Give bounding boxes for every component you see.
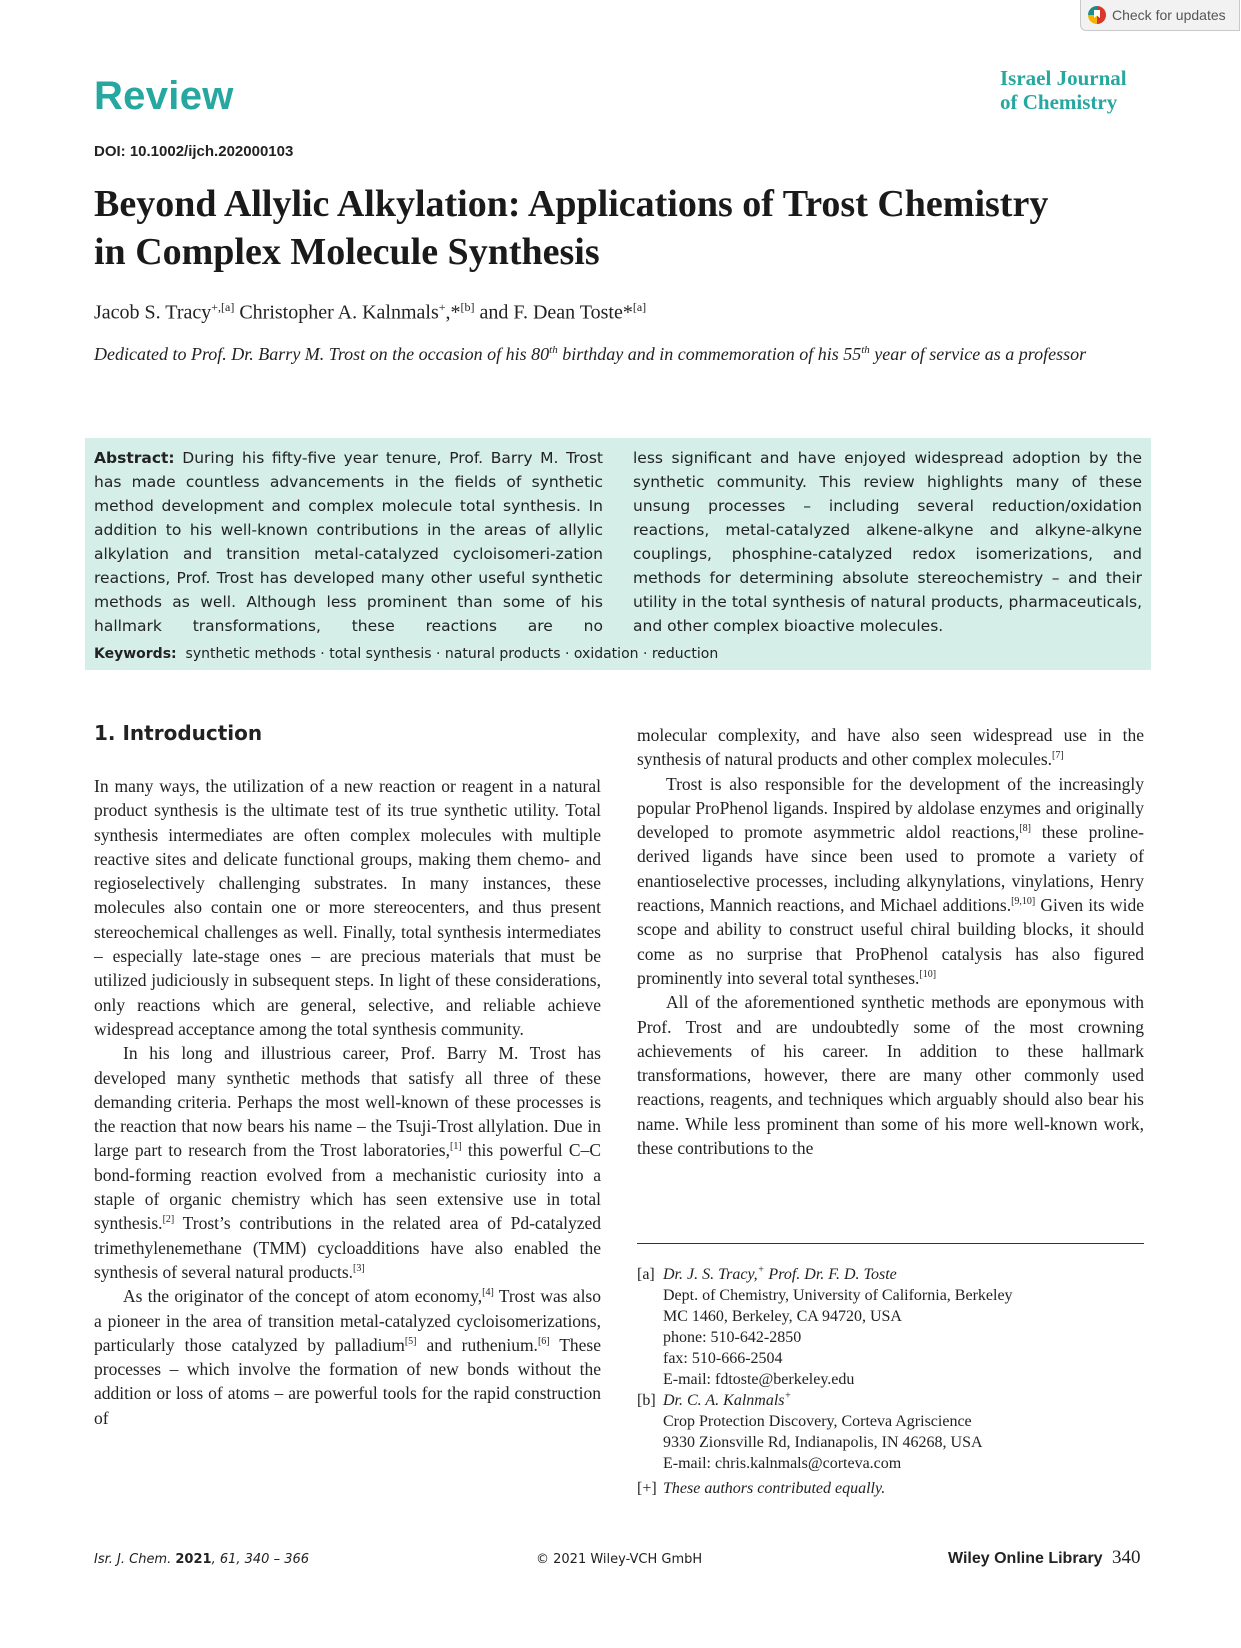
check-for-updates-label: Check for updates [1112, 7, 1226, 23]
paragraph: In many ways, the utilization of a new reaction or reagent in a natural product synthesis is the ultimate test of its true synthetic utility. Total synthesis intermediates are often complex molecules with multiple reactive sites and delicate functional groups, making them chemo- and regioselectively challenging substrates. In many instances, these molecules also contain one or more stereocenters, and thus present stereochemical challenges as well. Finally, total synthesis intermediates – especially late-stage ones – are precious materials that must be utilized judiciously in subsequent steps. In light of these considerations, only reactions which are general, selective, and reliable achieve widespread acceptance among the total synthesis community. [94, 776, 601, 1039]
body-column-left [94, 774, 601, 1430]
text: these proline-derived ligands have since been used to promote a variety of enantioselective processes, including alkynylations, vinylations, Henry reactions, Mannich reactions, and Michael additions. [637, 822, 1145, 916]
affiliation-b [637, 1390, 1144, 1474]
journal-logo [1000, 66, 1140, 114]
citation-ref[interactable]: [8] [1019, 823, 1031, 835]
affiliation-tag: [b] [637, 1392, 656, 1409]
citation-ref[interactable]: [9,10] [1011, 896, 1036, 908]
text: Dr. J. S. Tracy, [663, 1266, 758, 1283]
dedication-text: Dedicated to Prof. Dr. Barry M. Trost on the occasion of his 80 [94, 344, 550, 364]
fax: fax: 510-666-2504 [663, 1350, 783, 1367]
wiley-online-library-link[interactable]: Wiley Online Library [948, 1550, 1103, 1567]
keywords-label: Keywords: [94, 646, 177, 662]
email-link[interactable]: E-mail: chris.kalnmals@corteva.com [663, 1455, 902, 1472]
author-list [94, 300, 1154, 325]
paragraph: All of the aforementioned synthetic methods are eponymous with Prof. Trost and are undoubtedly some of the most crowning achievements of his career. In addition to these hallmark transformations, however, there are many other commonly used reactions, reagents, and techniques which arguably should also bear his name. While less prominent than some of his more well-known work, these contributions to the [637, 992, 1144, 1159]
footnote-divider [637, 1243, 1144, 1244]
doi: DOI: 10.1002/ijch.202000103 [94, 143, 294, 160]
title-line-2: in Complex Molecule Synthesis [94, 231, 600, 273]
text: As the originator of the concept of atom economy, [123, 1286, 483, 1307]
dedication-sup: th [549, 344, 558, 356]
address-line: Crop Protection Discovery, Corteva Agriscience [663, 1413, 972, 1430]
dedication-text: birthday and in commemoration of his 55 [557, 344, 862, 364]
abstract-text-left: During his fifty-five year tenure, Prof. Barry M. Trost has made countless advancements in the fields of synthetic method development and complex molecule total synthesis. In addition to his well-known contributions in the areas of allylic alkylation and transition metal-catalyzed cycloisomeri-zation reactions, Prof. Trost has developed many other useful synthetic methods as well. Although less prominent than some of his hallmark transformations, these reactions are no [94, 449, 603, 635]
address-line: 9330 Zionsville Rd, Indianapolis, IN 46268, USA [663, 1434, 983, 1451]
bookmark-icon [1088, 6, 1106, 24]
text: this powerful C–C bond-forming reaction evolved from a mechanistic curiosity into a staple of organic chemistry which has seen extensive use in total synthesis. [94, 1140, 601, 1234]
citation-ref[interactable]: [6] [537, 1336, 550, 1347]
affiliation-tag: [a] [637, 1266, 655, 1283]
text: Prof. Dr. F. D. Toste [764, 1266, 897, 1283]
footer-copyright: © 2021 Wiley-VCH GmbH [536, 1552, 703, 1567]
abstract-left-column [94, 446, 603, 638]
text: Given its wide scope and ability to construct useful chiral building blocks, it should come as no surprise that ProPhenol catalysis has also figured prominently into several total syntheses. [637, 895, 1144, 988]
equal-contribution-note [637, 1478, 1144, 1499]
author-affil-sup: + [757, 1264, 765, 1276]
text: molecular complexity, and have also seen widespread use in the synthesis of natural products and other complex molecules. [637, 725, 1144, 770]
check-for-updates-button[interactable] [1080, 0, 1240, 31]
text: Trost’s contributions in the related area of Pd-catalyzed trimethylenemethane (TMM) cycloadditions have also enabled the synthesis of several natural products. [94, 1213, 601, 1282]
section-heading: 1. Introduction [94, 721, 263, 745]
journal-abbr: Isr. J. Chem. [94, 1552, 172, 1567]
paragraph [637, 772, 1144, 991]
affiliations [637, 1264, 1144, 1499]
author-affil-sup: [b] [460, 300, 475, 314]
note-text: These authors contributed equally. [663, 1480, 886, 1497]
text: Trost was also a pioneer in the area of transition metal-catalyzed cycloisomerizations, particularly those catalyzed by palladium [94, 1286, 601, 1355]
journal-name-line1: Israel Journal [1000, 66, 1127, 90]
address-line: Dept. of Chemistry, University of California, Berkeley [663, 1287, 1013, 1304]
volume-pages: , 61, 340 – 366 [211, 1552, 310, 1567]
paragraph [94, 1284, 601, 1430]
abstract-label: Abstract: [94, 449, 175, 467]
dedication [94, 338, 1141, 366]
citation-ref[interactable]: [5] [404, 1336, 417, 1347]
keywords-list: synthetic methods · total synthesis · natural products · oxidation · reduction [185, 646, 719, 662]
email-link[interactable]: E-mail: fdtoste@berkeley.edu [663, 1371, 855, 1388]
citation-ref[interactable]: [3] [353, 1263, 365, 1275]
affiliation-names [663, 1390, 983, 1411]
text: and ruthenium. [416, 1334, 538, 1355]
author-affil-sup: + [438, 300, 446, 314]
author-toste: and F. Dean Toste* [474, 301, 633, 324]
dedication-text: year of service as a professor [869, 344, 1087, 364]
affiliation-body [663, 1264, 1013, 1390]
year: 2021 [175, 1552, 212, 1567]
author-affil-sup: [a] [632, 300, 647, 314]
author-kalnmals: Christopher A. Kalnmals [234, 301, 439, 324]
text: Dr. C. A. Kalnmals [663, 1392, 785, 1409]
affiliation-names [663, 1264, 1013, 1285]
author-corresponding-mark: ,* [445, 301, 461, 324]
journal-name-line2: of Chemistry [1000, 90, 1118, 114]
phone: phone: 510-642-2850 [663, 1329, 802, 1346]
text: These processes – which involve the formation of new bonds without the addition or loss of atoms – are powerful tools for the rapid construction of [94, 1334, 602, 1428]
author-tracy: Jacob S. Tracy [94, 301, 212, 324]
citation-ref[interactable]: [2] [162, 1214, 175, 1226]
address-line: MC 1460, Berkeley, CA 94720, USA [663, 1308, 902, 1325]
citation-ref[interactable]: [7] [1052, 750, 1064, 762]
abstract-right-column: less significant and have enjoyed widespread adoption by the synthetic community. This review highlights many of these unsung processes – including several reduction/oxidation reactions, metal-catalyzed alkene-alkyne and alkyne-alkyne couplings, phosphine-catalyzed redox isomerizations, and methods for determining absolute stereochemistry – and their utility in the total synthesis of natural products, pharmaceuticals, and other complex bioactive molecules. [633, 449, 1142, 635]
author-affil-sup: + [784, 1390, 792, 1402]
note-tag: [+] [637, 1480, 657, 1497]
affiliation-body [663, 1390, 983, 1474]
page-number: 340 [1112, 1547, 1141, 1568]
section-type-label: Review [94, 74, 234, 118]
paragraph [637, 723, 1144, 772]
footer-citation [94, 1552, 309, 1567]
text: Trost is also responsible for the development of the increasingly popular ProPhenol ligands. Inspired by aldolase enzymes and originally developed to promote asymmetric aldol reactions, [637, 773, 1144, 843]
author-affil-sup: +,[a] [211, 300, 235, 314]
paragraph [94, 1041, 601, 1284]
dedication-sup: th [861, 344, 870, 356]
article-title [94, 180, 1154, 276]
body-column-right [637, 723, 1144, 1160]
citation-ref[interactable]: [10] [919, 969, 937, 981]
text: In his long and illustrious career, Prof. Barry M. Trost has developed many synthetic methods that satisfy all three of these demanding criteria. Perhaps the most well-known of these processes is the reaction that now bears his name – the Tsuji-Trost allylation. Due in large part to research from the Trost laboratories, [94, 1043, 601, 1161]
keywords [94, 646, 1134, 662]
citation-ref[interactable]: [4] [482, 1287, 494, 1299]
affiliation-a [637, 1264, 1144, 1390]
citation-ref[interactable]: [1] [449, 1141, 462, 1153]
title-line-1: Beyond Allylic Alkylation: Applications of Trost Chemistry [94, 183, 1049, 225]
